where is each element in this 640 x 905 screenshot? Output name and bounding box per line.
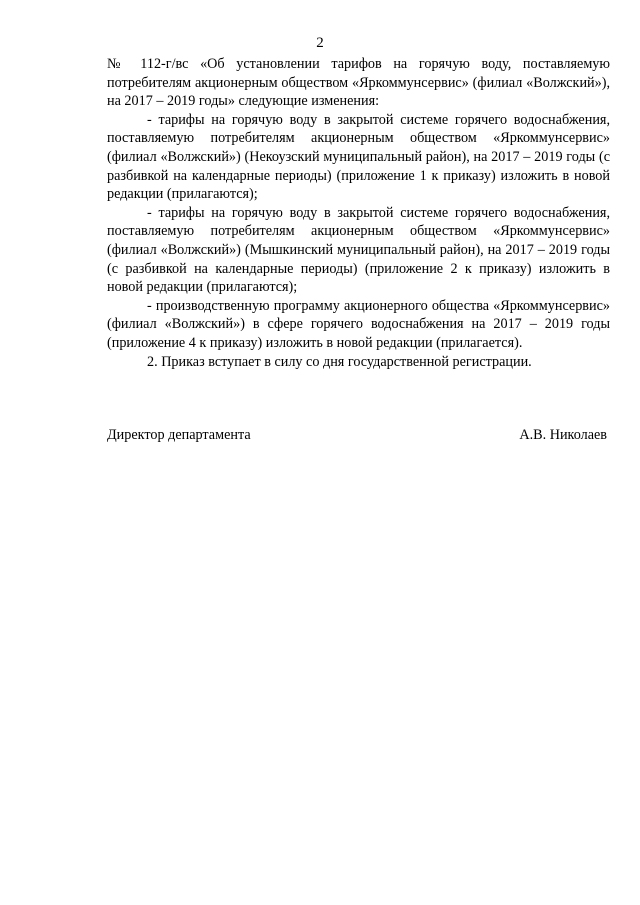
signature-block [107, 426, 607, 444]
signatory-position: Директор департамента [107, 427, 251, 443]
paragraph-myshkin-tariffs: - тарифы на горячую воду в закрытой системе горячего водоснабжения, поставляемую потребителям акционерным обществом «Яркоммунсервис» (филиал «Волжский») (Мышкинский муниципальный район), на 2017 – 2019 годы (с разбивкой на календарные периоды) (приложение 2 к приказу) изложить в новой редакции (прилагаются); [107, 204, 610, 296]
paragraph-order-reference: № 112-г/вс «Об установлении тарифов на горячую воду, поставляемую потребителям акционерным обществом «Яркоммунсервис» (филиал «Волжский»), на 2017 – 2019 годы» следующие изменения: [107, 56, 610, 110]
signatory-name: А.В. Николаев [519, 427, 607, 443]
paragraph-effective-date: 2. Приказ вступает в силу со дня государственной регистрации. [147, 353, 532, 370]
paragraph-production-program: - производственную программу акционерного общества «Яркоммунсервис» (филиал «Волжский») в сфере горячего водоснабжения на 2017 – 2019 годы (приложение 4 к приказу) изложить в новой редакции (прилагается). [107, 297, 610, 351]
page-number: 2 [316, 35, 324, 51]
document-body [107, 55, 610, 371]
paragraph-nekouz-tariffs: - тарифы на горячую воду в закрытой системе горячего водоснабжения, поставляемую потребителям акционерным обществом «Яркоммунсервис» (филиал «Волжский») (Некоузский муниципальный район), на 2017 – 2019 годы (с разбивкой на календарные периоды) (приложение 1 к приказу) изложить в новой редакции (прилагаются); [107, 111, 610, 203]
